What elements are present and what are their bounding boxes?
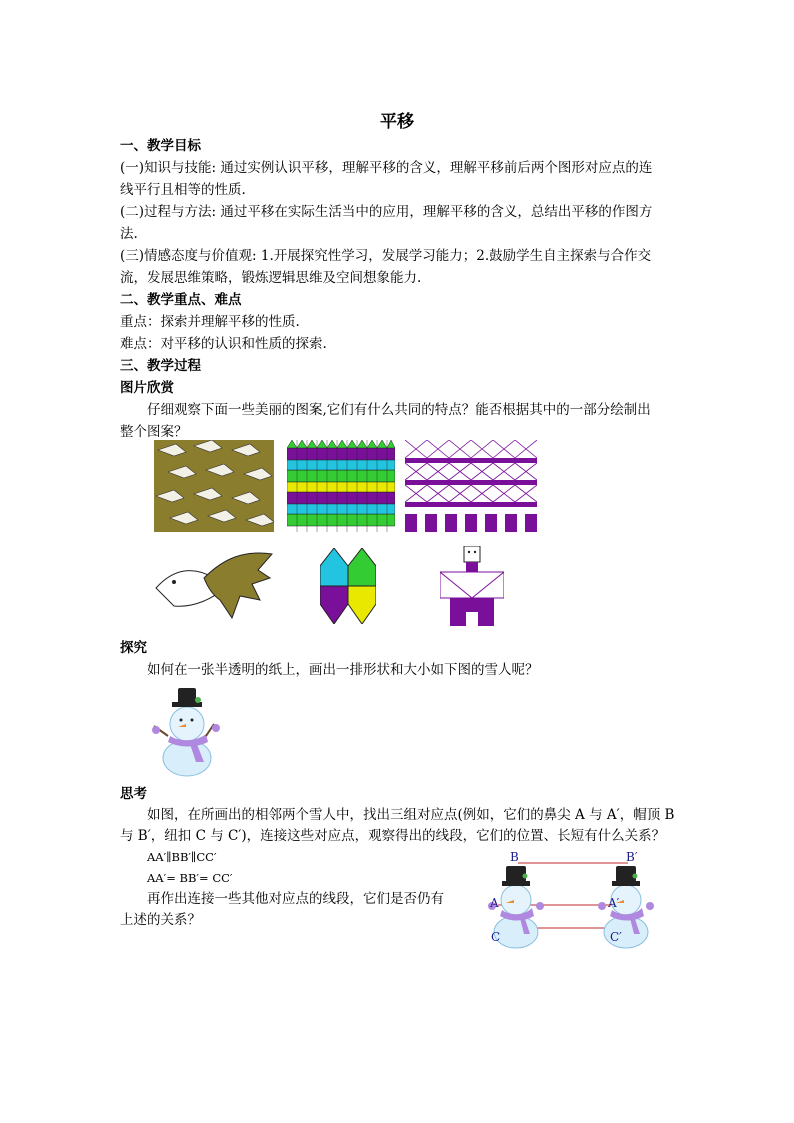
- goal-line-1: (一)知识与技能: 通过实例认识平移，理解平移的含义，理解平移前后两个图形对应点的连: [120, 160, 653, 176]
- label-A-prime: A′: [608, 896, 620, 910]
- think-paragraph-2: 与 B′，纽扣 C 与 C′)，连接这些对应点，观察得出的线段，它们的位置、长短有什么关系？: [120, 828, 666, 844]
- goal-line-3: (二)过程与方法: 通过平移在实际生活当中的应用，理解平移的含义，总结出平移的作图方: [120, 204, 653, 220]
- label-B: B: [510, 850, 519, 864]
- label-B-prime: B′: [626, 850, 638, 864]
- think-paragraph-1: 如图，在所画出的相邻两个雪人中，找出三组对应点(例如，它们的鼻尖 A 与 A′，帽顶 B: [147, 807, 675, 823]
- robot-tessellation-image: [405, 440, 537, 532]
- label-A: A: [490, 896, 499, 910]
- translation-figure: [488, 848, 666, 952]
- bird-unit-image: [154, 548, 274, 628]
- subheading-explore: 探究: [120, 640, 147, 656]
- goal-line-4: 法.: [120, 226, 138, 242]
- goal-line-5: (三)情感态度与价值观: 1.开展探究性学习，发展学习能力；2.鼓励学生自主探索与合作交: [120, 248, 652, 264]
- page-title: 平移: [380, 112, 414, 132]
- pictures-paragraph-2: 整个图案？: [120, 424, 188, 440]
- section-heading-goals: 一、教学目标: [120, 138, 201, 154]
- goal-line-6: 流，发展思维策略，锻炼逻辑思维及空间想象能力.: [120, 270, 422, 286]
- robot-unit-image: [440, 546, 504, 626]
- hexagon-tessellation-image: [287, 440, 395, 532]
- pictures-paragraph-1: 仔细观察下面一些美丽的图案,它们有什么共同的特点？能否根据其中的一部分绘制出: [147, 402, 651, 418]
- difficulty-line: 难点：对平移的认识和性质的探索.: [120, 336, 327, 352]
- parallel-equation: AA′∥BB′∥CC′: [147, 850, 217, 864]
- bird-tessellation-image: [154, 440, 274, 532]
- label-C-prime: C′: [610, 930, 622, 944]
- subheading-think: 思考: [120, 786, 147, 802]
- keypoint-line: 重点：探索并理解平移的性质.: [120, 314, 300, 330]
- think-paragraph-4: 上述的关系？: [120, 912, 201, 928]
- equal-equation: AA′= BB′= CC′: [147, 871, 233, 885]
- goal-line-2: 线平行且相等的性质.: [120, 182, 246, 198]
- subheading-pictures: 图片欣赏: [120, 380, 174, 396]
- snowman-right: [598, 866, 654, 948]
- think-paragraph-3: 再作出连接一些其他对应点的线段，它们是否仍有: [147, 891, 444, 907]
- snowman-image: [150, 686, 224, 778]
- section-heading-process: 三、教学过程: [120, 358, 201, 374]
- explore-paragraph: 如何在一张半透明的纸上，画出一排形状和大小如下图的雪人呢？: [147, 662, 539, 678]
- section-heading-keypoints: 二、教学重点、难点: [120, 292, 242, 308]
- hexagon-unit-image: [320, 548, 376, 624]
- label-C: C: [491, 930, 501, 944]
